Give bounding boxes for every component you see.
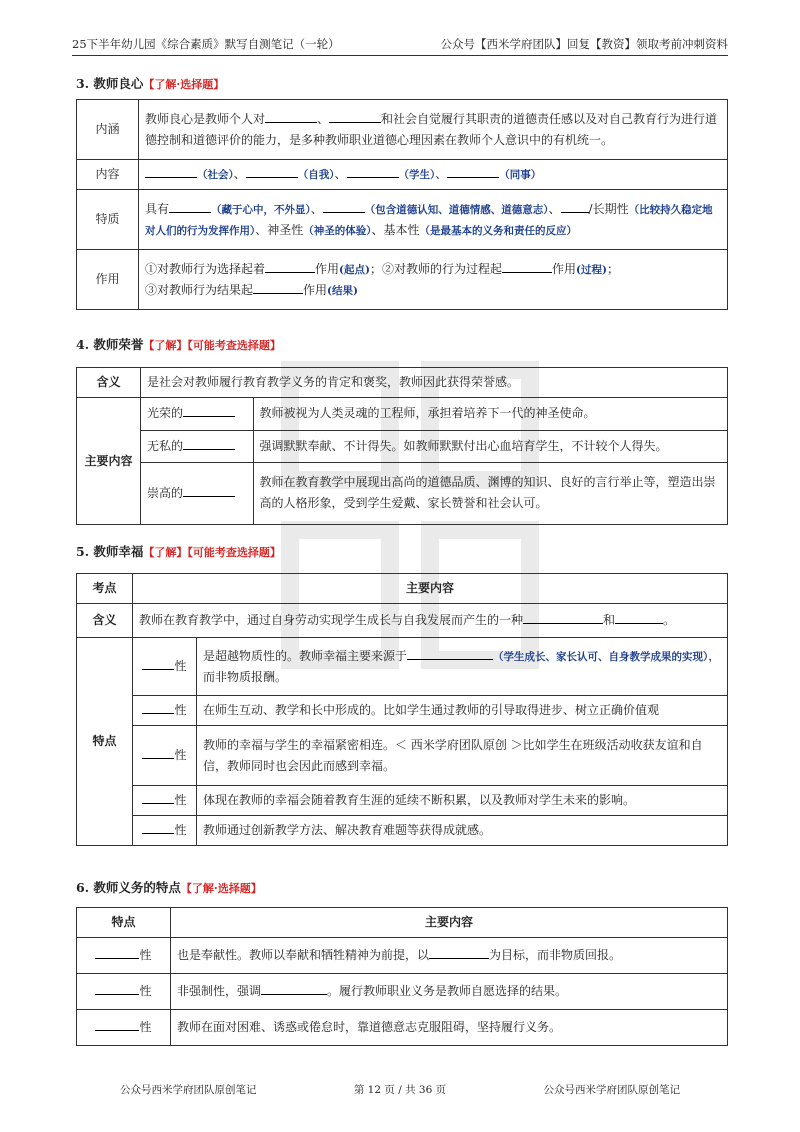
text-segment: ①对教师行为选择起着 — [145, 261, 266, 276]
text-segment: ，而非物质报酬。 — [203, 648, 721, 684]
text-segment: 具有 — [145, 201, 170, 216]
column-header-feature: 特点 — [77, 908, 171, 938]
feature-suffix: 性 — [174, 748, 187, 762]
hint-text: （包含道德认知、道德情感、道德意志） — [364, 203, 549, 216]
feature-suffix: 性 — [139, 1020, 152, 1034]
hint-text: (过程) — [576, 263, 607, 276]
text-segment: 非强制性，强调 — [177, 984, 262, 998]
page-footer — [120, 1082, 680, 1097]
row-traits-content — [139, 190, 728, 250]
footer-left: 公众号西米学府团队原创笔记 — [120, 1084, 257, 1096]
section-6-title-text: 6. 教师义务的特点 — [76, 880, 181, 895]
fill-blank[interactable] — [169, 200, 211, 213]
page-number: 第 12 页 / 共 36 页 — [353, 1084, 447, 1096]
hint-text: (起点) — [339, 263, 370, 276]
text-segment: 作用 — [315, 261, 340, 276]
feature-suffix: 性 — [174, 823, 187, 837]
footer-right: 公众号西米学府团队原创笔记 — [543, 1084, 680, 1096]
feature-name — [133, 696, 197, 726]
honor-item-name — [141, 398, 253, 430]
honor-item-name-text: 光荣的 — [147, 406, 184, 421]
fill-blank[interactable] — [407, 647, 493, 660]
column-header-content: 主要内容 — [171, 908, 728, 938]
section-5-title-text: 5. 教师幸福 — [76, 544, 144, 559]
fill-blank[interactable] — [502, 260, 552, 273]
hint-text: （神圣的体验） — [303, 224, 372, 237]
text-segment: 、 — [548, 201, 561, 216]
row-label-features: 特点 — [77, 638, 133, 846]
text-segment: 作用 — [303, 282, 328, 297]
feature-suffix: 性 — [139, 984, 152, 998]
section-3-title — [76, 74, 224, 92]
text-segment: 。 — [663, 613, 676, 627]
hint-text: （社会） — [197, 169, 234, 181]
hint-text: （自我） — [297, 169, 335, 181]
fill-blank[interactable] — [561, 200, 589, 213]
text-segment: ；②对教师的行为过程起 — [369, 261, 502, 276]
hint-text: （学生） — [398, 169, 436, 181]
feature-suffix: 性 — [174, 659, 187, 673]
page-header — [72, 34, 728, 56]
hint-text: (结果) — [327, 284, 358, 297]
fill-blank[interactable] — [142, 657, 174, 670]
fill-blank[interactable] — [142, 746, 174, 759]
fill-blank[interactable] — [183, 404, 235, 417]
text-segment: 、 — [233, 167, 246, 181]
text-segment: ③对教师行为结果起 — [145, 282, 254, 297]
fill-blank[interactable] — [323, 200, 365, 213]
fill-blank[interactable] — [142, 821, 174, 834]
fill-blank[interactable] — [265, 110, 317, 123]
hint-text: （学生成长、家长认可、自身教学成果的实现） — [493, 650, 709, 663]
honor-item-name-text: 崇高的 — [147, 485, 184, 500]
fill-blank[interactable] — [261, 982, 327, 995]
feature-suffix: 性 — [174, 793, 187, 807]
duty-feature-name — [77, 1010, 171, 1046]
row-definition-content: 是社会对教师履行教育教学义务的肯定和褒奖，教师因此获得荣誉感。 — [141, 368, 728, 398]
column-header-point: 考点 — [77, 574, 133, 604]
header-right: 公众号【西米学府团队】回复【教资】领取考前冲刺资料 — [440, 37, 728, 51]
fill-blank[interactable] — [95, 946, 139, 959]
feature-desc — [197, 638, 728, 696]
hint-text: （同事） — [499, 169, 542, 181]
duty-feature-desc — [171, 938, 728, 974]
row-label-meaning: 内涵 — [77, 100, 139, 160]
section-5-title — [76, 542, 281, 560]
text-segment: 、基本性 — [371, 222, 420, 237]
text-segment: 为目标，而非物质回报。 — [489, 948, 622, 962]
fill-blank[interactable] — [183, 484, 235, 497]
text-segment: 也是奉献性。教师以奉献和牺牲精神为前提，以 — [177, 948, 430, 962]
fill-blank[interactable] — [145, 165, 197, 178]
feature-suffix: 性 — [139, 948, 152, 962]
fill-blank[interactable] — [447, 165, 499, 178]
honor-item-name — [141, 462, 253, 524]
fill-blank[interactable] — [523, 611, 603, 624]
column-header-content: 主要内容 — [133, 574, 728, 604]
fill-blank[interactable] — [347, 165, 399, 178]
honor-item-desc: 强调默默奉献、不计得失。如教师默默付出心血培育学生，不计较个人得失。 — [253, 430, 727, 462]
table-teacher-honor — [76, 367, 728, 525]
section-4-title — [76, 335, 281, 353]
hint-text: （是最基本的义务和责任的反应） — [419, 224, 578, 237]
text-segment: /长期性 — [588, 201, 629, 216]
fill-blank[interactable] — [95, 982, 139, 995]
row-function-content — [139, 250, 728, 310]
duty-feature-desc — [171, 974, 728, 1010]
section-4-tag: 【了解】【可能考查选择题】 — [143, 339, 281, 352]
fill-blank[interactable] — [329, 110, 381, 123]
feature-suffix: 性 — [174, 703, 187, 717]
row-definition-content — [133, 604, 728, 638]
text-segment: 教师在教育教学中，通过自身劳动实现学生成长与自我发展而产生的一种 — [139, 613, 524, 627]
text-segment: 、 — [317, 111, 330, 126]
text-segment: 。履行教师职业义务是教师自愿选择的结果。 — [327, 984, 568, 998]
section-3-title-text: 3. 教师良心 — [76, 76, 144, 91]
row-label-definition: 含义 — [77, 368, 141, 398]
honor-items-table — [141, 398, 727, 524]
fill-blank[interactable] — [246, 165, 298, 178]
fill-blank[interactable] — [183, 437, 235, 450]
fill-blank[interactable] — [142, 791, 174, 804]
table-teacher-conscience — [76, 99, 728, 310]
fill-blank[interactable] — [429, 946, 489, 959]
feature-name — [133, 786, 197, 816]
text-segment: 、 — [435, 167, 448, 181]
duty-feature-name — [77, 938, 171, 974]
section-3-tag: 【了解·选择题】 — [143, 78, 225, 91]
feature-desc: 教师的幸福与学生的幸福紧密相连。＜ 西米学府团队原创 ＞比如学生在班级活动收获友谊和自信，教师同时也会因此而感到幸福。 — [197, 726, 728, 786]
hint-text: （藏于心中，不外显） — [211, 203, 311, 216]
honor-item-desc: 教师在教育教学中展现出高尚的道德品质、渊博的知识、良好的言行举止等，塑造出崇高的人格形象，受到学生爱戴、家长赞誉和社会认可。 — [253, 462, 727, 524]
fill-blank[interactable] — [615, 611, 663, 624]
text-segment: 和 — [603, 613, 616, 627]
feature-desc: 体现在教师的幸福会随着教育生涯的延续不断积累，以及教师对学生未来的影响。 — [197, 786, 728, 816]
section-6-tag: 【了解·选择题】 — [180, 882, 262, 895]
table-teacher-duty — [76, 907, 728, 1046]
feature-name — [133, 638, 197, 696]
text-segment: ； — [606, 261, 619, 276]
duty-feature-name — [77, 974, 171, 1010]
fill-blank[interactable] — [265, 260, 315, 273]
row-label-function: 作用 — [77, 250, 139, 310]
text-segment: 、神圣性 — [255, 222, 304, 237]
feature-name — [133, 816, 197, 846]
row-label-traits: 特质 — [77, 190, 139, 250]
row-content-content — [139, 160, 728, 190]
feature-desc: 在师生互动、教学和长中形成的。比如学生通过教师的引导取得进步、树立正确价值观 — [197, 696, 728, 726]
section-5-tag: 【了解】【可能考查选择题】 — [143, 546, 281, 559]
fill-blank[interactable] — [142, 701, 174, 714]
section-6-title — [76, 878, 262, 896]
text-segment: 和社会自觉履行其职责的道德责任感以及对自己教育行为进行道德控制和道德评价的能力，是多种教师职业道德心理因素在教师个人意识中的有机统一。 — [145, 111, 718, 147]
text-segment: 、 — [310, 201, 323, 216]
section-4-title-text: 4. 教师荣誉 — [76, 337, 144, 352]
text-segment: 、 — [334, 167, 347, 181]
table-teacher-happiness — [76, 573, 728, 846]
honor-item-desc: 教师被视为人类灵魂的工程师，承担着培养下一代的神圣使命。 — [253, 398, 727, 430]
honor-item-name-text: 无私的 — [147, 438, 184, 453]
fill-blank[interactable] — [95, 1018, 139, 1031]
row-meaning-content — [139, 100, 728, 160]
row-label-content: 内容 — [77, 160, 139, 190]
text-segment: 是超越物质性的。教师幸福主要来源于 — [203, 648, 408, 663]
row-label-main-content: 主要内容 — [77, 398, 141, 525]
honor-items-cell — [141, 398, 728, 525]
text-segment: 教师良心是教师个人对 — [145, 111, 266, 126]
feature-name — [133, 726, 197, 786]
honor-item-name — [141, 430, 253, 462]
header-left: 25下半年幼儿园《综合素质》默写自测笔记（一轮） — [72, 37, 340, 51]
duty-feature-desc: 教师在面对困难、诱惑或倦怠时，靠道德意志克服阻碍，坚持履行义务。 — [171, 1010, 728, 1046]
row-label-definition: 含义 — [77, 604, 133, 638]
fill-blank[interactable] — [253, 281, 303, 294]
feature-desc: 教师通过创新教学方法、解决教育难题等获得成就感。 — [197, 816, 728, 846]
text-segment: 作用 — [551, 261, 576, 276]
hint-text: （比较持久稳定地对人们的行为发挥作用） — [145, 203, 713, 237]
